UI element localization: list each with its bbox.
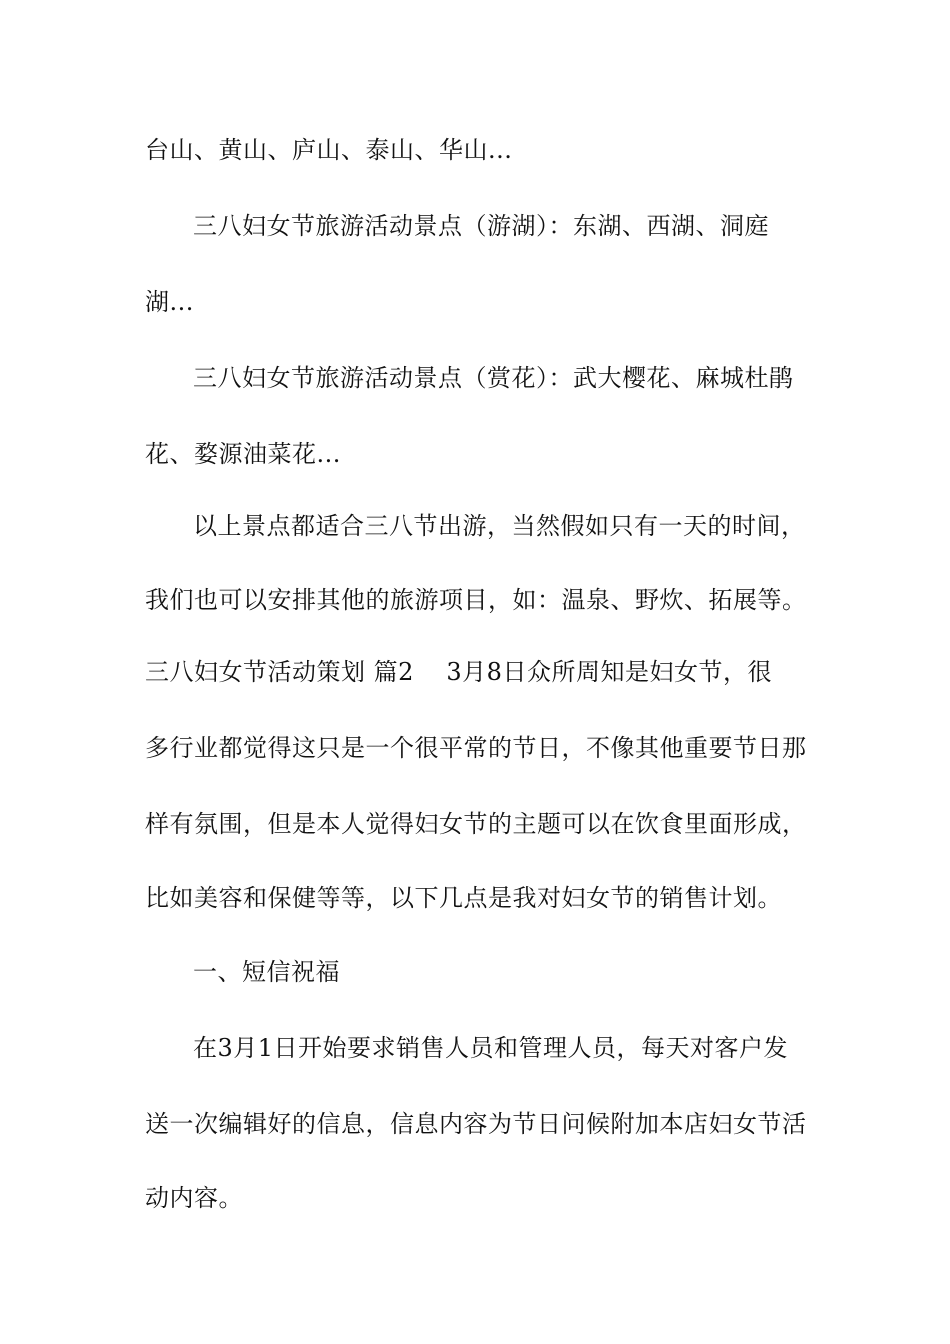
text-line: 花、婺源油菜花... [145,440,341,468]
section-heading: 一、短信祝福 [193,958,340,986]
text-line: 台山、黄山、庐山、泰山、华山... [145,136,513,164]
text-line: 送一次编辑好的信息，信息内容为节日问候附加本店妇女节活 [145,1110,807,1138]
text-line: 比如美容和保健等等，以下几点是我对妇女节的销售计划。 [145,884,782,912]
text-line: 湖... [145,288,194,316]
text-line: 动内容。 [145,1184,243,1212]
text-line: 多行业都觉得这只是一个很平常的节日，不像其他重要节日那 [145,734,807,762]
text-line: 三八妇女节旅游活动景点（游湖）：东湖、西湖、洞庭 [193,212,769,240]
text-line: 三八妇女节旅游活动景点（赏花）：武大樱花、麻城杜鹃 [193,364,794,392]
text-line: 以上景点都适合三八节出游，当然假如只有一天的时间， [193,512,806,540]
text-line: 三八妇女节活动策划 篇2 3月8日众所周知是妇女节，很 [145,658,772,686]
text-line: 我们也可以安排其他的旅游项目，如：温泉、野炊、拓展等。 [145,586,807,614]
text-line: 在3月1日开始要求销售人员和管理人员，每天对客户发 [193,1034,789,1062]
text-line: 样有氛围，但是本人觉得妇女节的主题可以在饮食里面形成， [145,810,807,838]
